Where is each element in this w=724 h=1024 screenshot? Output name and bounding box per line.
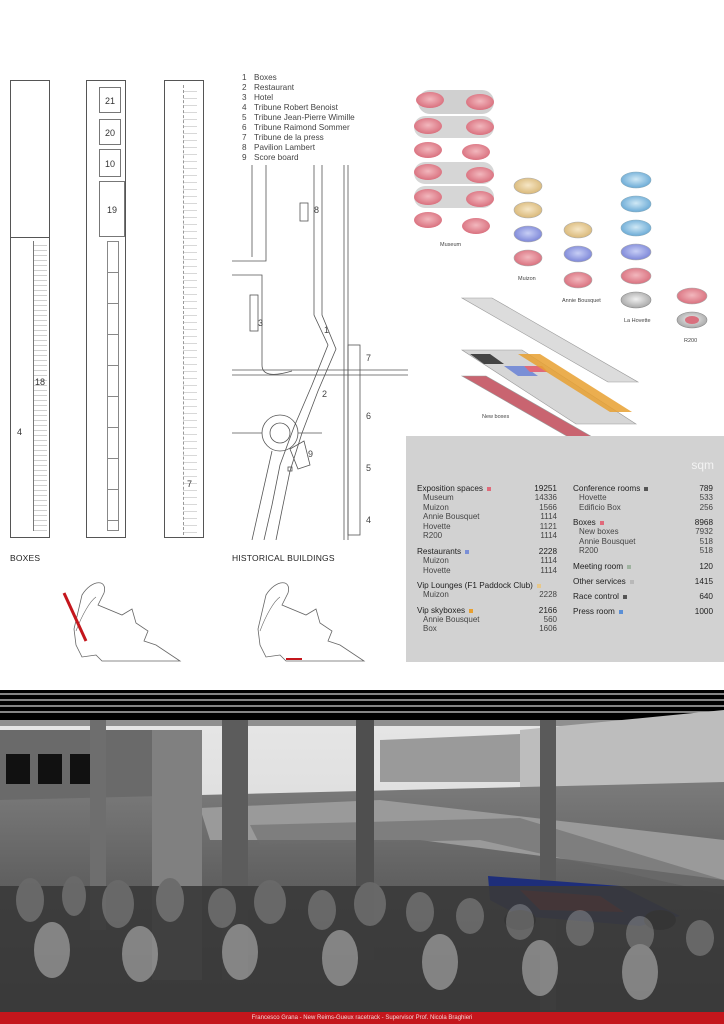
track-diagram-boxes <box>52 575 184 665</box>
stat-group <box>417 581 557 600</box>
legend-number: 9 <box>242 153 247 162</box>
annie-bousquet-label: Annie Bousquet <box>562 298 601 304</box>
color-swatch-icon <box>487 487 491 491</box>
stat-item-value: 1114 <box>540 565 557 575</box>
stat-item-value: 256 <box>699 502 713 512</box>
legend-number: 2 <box>242 83 247 92</box>
stat-item-label: Hovette <box>423 521 451 531</box>
legend-label: Tribune Robert Benoist <box>254 103 338 112</box>
plan-number-18: 18 <box>35 377 46 387</box>
area-statistics-panel <box>406 436 724 662</box>
stats-left-column <box>417 484 557 640</box>
stat-item <box>417 615 557 625</box>
plan-number-19: 19 <box>106 205 117 215</box>
stat-group-title: Meeting room <box>573 562 631 571</box>
stat-item-label: Annie Bousquet <box>423 512 480 522</box>
legend-label: Tribune Jean-Pierre Wimille <box>254 113 355 122</box>
plan-number-10: 10 <box>104 159 115 169</box>
stat-group-header <box>573 562 713 571</box>
stat-group <box>573 484 713 512</box>
new-boxes-label: New boxes <box>482 414 510 420</box>
track-diagram-historical <box>236 575 368 665</box>
stat-item <box>573 493 713 503</box>
stat-item-label: Hovette <box>579 493 607 502</box>
unit-label: sqm <box>691 458 714 472</box>
stat-item-value: 533 <box>699 493 713 502</box>
site-plan <box>232 165 408 540</box>
stat-item-label: Muizon <box>423 590 449 600</box>
stat-group <box>417 484 557 541</box>
stat-group-header <box>573 518 713 527</box>
stat-group-value: 2166 <box>538 605 557 615</box>
muizon-model <box>514 178 542 266</box>
stat-item-value: 14336 <box>534 493 557 502</box>
legend-label: Hotel <box>254 93 274 102</box>
site-number-5: 5 <box>366 463 372 473</box>
color-swatch-icon <box>537 584 541 588</box>
legend-item <box>242 133 355 143</box>
stat-group-title: Press room <box>573 607 623 616</box>
legend-label: Score board <box>254 153 299 162</box>
color-swatch-icon <box>644 487 648 491</box>
stat-group-title: Race control <box>573 592 627 601</box>
stat-item-value: 1114 <box>540 531 557 541</box>
stat-item-value: 7932 <box>695 527 713 537</box>
color-swatch-icon <box>600 521 604 525</box>
site-number-2: 2 <box>322 389 328 399</box>
legend-number: 6 <box>242 123 247 132</box>
stat-group-header <box>573 577 713 586</box>
stat-group <box>573 592 713 601</box>
stat-item-value: 518 <box>699 546 713 556</box>
axonometric-models <box>400 80 724 436</box>
legend-label: Boxes <box>254 73 277 82</box>
stat-group-header <box>417 581 557 590</box>
stat-group <box>573 562 713 571</box>
stat-item-label: R200 <box>423 531 443 541</box>
legend-number: 7 <box>242 133 247 142</box>
site-number-7: 7 <box>366 353 372 363</box>
stat-item <box>573 527 713 537</box>
stat-group <box>573 577 713 586</box>
r200-label: R200 <box>684 338 698 344</box>
stat-item <box>417 512 557 522</box>
stat-group-header <box>417 484 557 493</box>
stat-item-label: Annie Bousquet <box>423 614 480 624</box>
legend-item <box>242 93 355 103</box>
plan-strip-2 <box>86 80 126 538</box>
boxes-label: BOXES <box>10 553 41 563</box>
historical-buildings-label: HISTORICAL BUILDINGS <box>232 553 335 563</box>
stat-group-title: Boxes <box>573 518 604 527</box>
legend-item <box>242 83 355 93</box>
stat-item-value: 518 <box>699 536 713 546</box>
stat-group-header <box>417 547 557 556</box>
stat-item-label: Muizon <box>423 502 449 512</box>
plan-strip-2-cells <box>107 241 119 531</box>
stat-group-value: 2228 <box>538 546 557 556</box>
stat-item <box>573 537 713 547</box>
site-number-8: 8 <box>314 205 320 215</box>
stat-group-value: 1415 <box>694 576 713 586</box>
site-number-3: 3 <box>258 318 264 328</box>
site-number-6: 6 <box>366 411 372 421</box>
stat-group-value: 8968 <box>694 518 713 528</box>
la-hovette-model <box>621 172 651 308</box>
stat-item-value: 2228 <box>539 590 557 600</box>
stat-item <box>417 503 557 513</box>
plan-box-19 <box>99 181 125 237</box>
stat-group-title: Vip skyboxes <box>417 606 473 615</box>
legend-label: Tribune de la press <box>254 133 324 142</box>
stat-group-title: Conference rooms <box>573 484 648 493</box>
render-crowd <box>0 876 724 1012</box>
legend-number: 5 <box>242 113 247 122</box>
stat-item-label: Muizon <box>423 555 449 565</box>
stat-group-value: 1000 <box>694 606 713 616</box>
stat-group-title: Other services <box>573 577 634 586</box>
plan-number-4: 4 <box>17 427 23 437</box>
stat-item-value: 1606 <box>539 624 557 634</box>
color-swatch-icon <box>469 609 473 613</box>
legend-item <box>242 143 355 153</box>
stat-item-label: Edificio Box <box>579 502 621 512</box>
stat-group <box>573 607 713 616</box>
stat-group-value: 789 <box>699 484 713 493</box>
museum-model <box>414 90 494 234</box>
stat-item-label: New boxes <box>579 527 619 537</box>
stat-group-title: Exposition spaces <box>417 484 491 493</box>
stat-group <box>417 547 557 575</box>
stat-item <box>417 522 557 532</box>
site-number-1: 1 <box>324 325 330 335</box>
museum-label: Museum <box>440 242 462 248</box>
stat-item <box>417 566 557 576</box>
stat-item <box>417 531 557 541</box>
legend-number: 8 <box>242 143 247 152</box>
site-number-4: 4 <box>366 515 372 525</box>
stat-item <box>573 546 713 556</box>
plan-strip-3 <box>164 80 204 538</box>
legend-label: Tribune Raimond Sommer <box>254 123 350 132</box>
muizon-label: Muizon <box>518 276 536 282</box>
legend-item <box>242 153 355 163</box>
plan-box-10 <box>99 149 121 177</box>
stat-group-value: 120 <box>699 561 713 571</box>
stat-group-value: 640 <box>699 591 713 601</box>
stat-group-header <box>573 592 713 601</box>
legend-item <box>242 113 355 123</box>
legend-number: 4 <box>242 103 247 112</box>
color-swatch-icon <box>623 595 627 599</box>
stat-item-label: Hovette <box>423 565 451 575</box>
plan-number-7: 7 <box>187 479 193 489</box>
color-swatch-icon <box>627 565 631 569</box>
stat-group-title: Vip Lounges (F1 Paddock Club) <box>417 581 541 590</box>
stat-item-label: R200 <box>579 546 599 556</box>
legend-item <box>242 73 355 83</box>
annie-bousquet-model <box>564 222 592 288</box>
legend <box>242 73 355 163</box>
stat-item-value: 560 <box>543 614 557 624</box>
legend-label: Restaurant <box>254 83 295 92</box>
r200-model <box>677 288 707 328</box>
color-swatch-icon <box>465 550 469 554</box>
stat-item <box>417 590 557 600</box>
stat-item <box>417 624 557 634</box>
plan-number-20: 20 <box>104 128 115 138</box>
site-number-9: 9 <box>308 449 314 459</box>
render-image <box>0 690 724 1012</box>
stat-group-header <box>573 607 713 616</box>
color-swatch-icon <box>630 580 634 584</box>
stat-item-value: 1114 <box>540 555 557 565</box>
legend-label: Pavilion Lambert <box>254 143 315 152</box>
plan-strip-1 <box>10 80 50 538</box>
plan-number-21: 21 <box>104 96 115 106</box>
plan-strip-3-grid <box>183 85 197 535</box>
la-hovette-label: La Hovette <box>624 318 651 324</box>
stat-item <box>573 503 713 513</box>
stat-item-value: 1566 <box>539 502 557 512</box>
stat-item <box>417 556 557 566</box>
plan-box-21 <box>99 87 121 113</box>
stats-right-column <box>573 484 713 622</box>
footer-credit: Francesco Grana - New Reims-Gueux racetrack - Supervisor Prof. Nicola Braghieri <box>0 1012 724 1024</box>
stat-item-value: 1121 <box>539 521 557 531</box>
stat-item-label: Box <box>423 624 437 634</box>
stat-group-value: 19251 <box>534 484 557 493</box>
legend-item <box>242 123 355 133</box>
stat-group <box>417 606 557 634</box>
stat-group-title: Restaurants <box>417 547 469 556</box>
stat-group-header <box>417 606 557 615</box>
stat-group <box>573 518 713 556</box>
stat-item-value: 1114 <box>540 512 557 522</box>
stat-item <box>417 493 557 503</box>
stat-group-header <box>573 484 713 493</box>
legend-item <box>242 103 355 113</box>
stat-item-label: Museum <box>423 493 454 502</box>
color-swatch-icon <box>619 610 623 614</box>
stat-item-label: Annie Bousquet <box>579 536 636 546</box>
racetrack-render <box>0 690 724 1012</box>
plan-box-20 <box>99 119 121 145</box>
legend-number: 3 <box>242 93 247 102</box>
legend-number: 1 <box>242 73 247 82</box>
